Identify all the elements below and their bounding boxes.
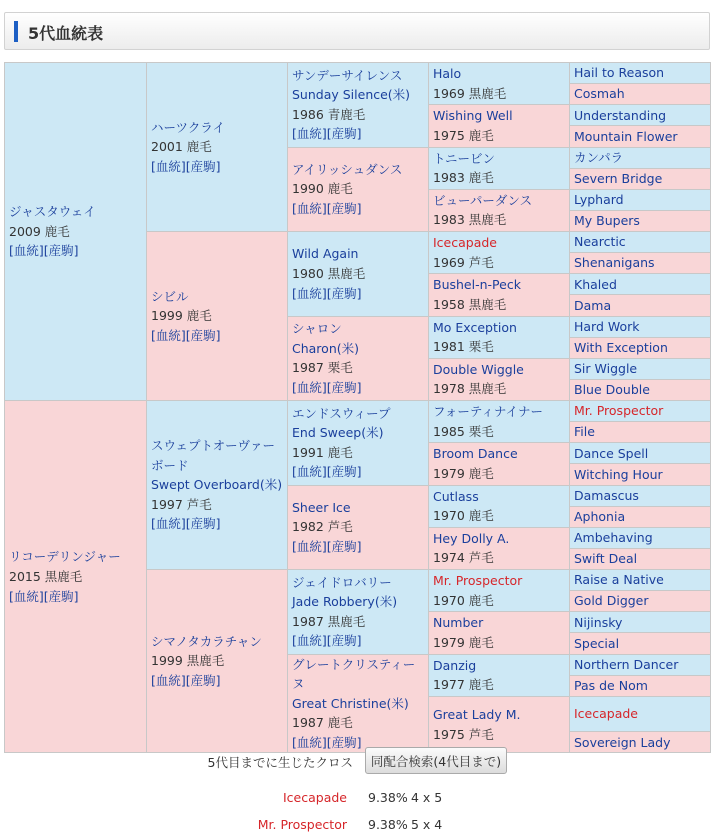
horse-name-link[interactable]: Charon(米): [292, 340, 359, 356]
pedigree-cell-gen3-sire: [288, 63, 429, 148]
pedigree-cell-gen5-sire: [570, 316, 711, 337]
horse-year-coat: 1979 鹿毛: [433, 634, 494, 650]
pedigree-cell-gen3-dam: [288, 485, 429, 570]
horse-year-coat: 2009 鹿毛: [9, 223, 70, 239]
horse-year-coat: 1969 芦毛: [433, 254, 494, 270]
pedigree-cell-gen4-sire: [429, 485, 570, 527]
pedigree-cell-gen2-dam: [147, 570, 288, 753]
horse-name-link[interactable]: カンパラ: [574, 149, 624, 165]
horse-year-coat: 1983 鹿毛: [433, 170, 494, 186]
pedigree-cell-gen5-sire: [570, 485, 711, 506]
pedigree-links[interactable]: [血統][産駒]: [9, 243, 79, 259]
horse-year-coat: 1970 鹿毛: [433, 508, 494, 524]
horse-year-coat: 1981 栗毛: [433, 339, 494, 355]
horse-name-link[interactable]: フォーティナイナー: [433, 404, 544, 420]
horse-name-link[interactable]: Dance Spell: [574, 445, 649, 461]
horse-name-link[interactable]: ビューパーダンス: [433, 192, 533, 208]
horse-year-coat: 1990 鹿毛: [292, 181, 353, 197]
horse-name-link[interactable]: Northern Dancer: [574, 656, 679, 672]
pedigree-cell-gen4-dam: [429, 443, 570, 485]
horse-name-link[interactable]: Khaled: [574, 276, 617, 292]
pedigree-cell-gen5-dam: [570, 464, 711, 485]
cross-label: 5代目までに生じたクロス: [207, 755, 353, 770]
pedigree-cell-gen5-sire: [570, 401, 711, 422]
pedigree-cell-gen5-dam: [570, 126, 711, 147]
pedigree-cell-gen5-sire: [570, 105, 711, 126]
pedigree-cell-gen5-sire: [570, 527, 711, 548]
horse-name-link[interactable]: File: [574, 424, 595, 440]
pedigree-links[interactable]: [血統][産駒]: [292, 126, 362, 142]
cross-horse-link[interactable]: Icecapade: [282, 790, 347, 805]
pedigree-cell-gen4-sire: [429, 401, 570, 443]
horse-name-link[interactable]: Sovereign Lady: [574, 734, 671, 750]
header-accent-bar: [14, 21, 18, 42]
pedigree-links[interactable]: [血統][産駒]: [292, 539, 362, 555]
horse-name-link[interactable]: グレートクリスティーヌ: [292, 656, 416, 692]
horse-name-link[interactable]: Swept Overboard(米): [151, 477, 283, 493]
pedigree-cell-gen5-dam: [570, 337, 711, 358]
horse-name-link[interactable]: Special: [574, 635, 620, 651]
horse-name-link[interactable]: Bushel-n-Peck: [433, 277, 521, 293]
horse-name-link[interactable]: Mr. Prospector: [433, 573, 523, 589]
horse-name-link[interactable]: Sunday Silence(米): [292, 87, 411, 103]
same-mating-search-button[interactable]: 同配合検索(4代目まで): [365, 747, 507, 774]
pedigree-cell-gen1-dam: [5, 401, 147, 753]
horse-year-coat: 1991 鹿毛: [292, 444, 353, 460]
pedigree-cell-gen4-dam: [429, 274, 570, 316]
pedigree-cell-gen1-sire: [5, 63, 147, 401]
pedigree-cell-gen5-sire: [570, 189, 711, 210]
pedigree-cell-gen5-dam: [570, 422, 711, 443]
horse-name-link[interactable]: Broom Dance: [433, 446, 518, 462]
pedigree-cell-gen5-dam: [570, 548, 711, 569]
horse-name-link[interactable]: Blue Double: [574, 382, 650, 398]
pedigree-cell-gen5-sire: [570, 358, 711, 379]
horse-name-link[interactable]: Nijinsky: [574, 614, 623, 630]
horse-name-link[interactable]: Wishing Well: [433, 108, 513, 124]
horse-year-coat: 1986 青鹿毛: [292, 106, 366, 122]
horse-name-link[interactable]: Severn Bridge: [574, 170, 663, 186]
pedigree-cell-gen5-dam: [570, 379, 711, 400]
horse-name-link[interactable]: My Bupers: [574, 213, 640, 229]
pedigree-cell-gen5-sire: [570, 443, 711, 464]
horse-year-coat: 2001 鹿毛: [151, 139, 212, 155]
horse-year-coat: 1987 黒鹿毛: [292, 613, 366, 629]
pedigree-links[interactable]: [血統][産駒]: [292, 201, 362, 217]
pedigree-cell-gen4-dam: [429, 105, 570, 147]
horse-year-coat: 1975 芦毛: [433, 726, 494, 742]
horse-name-link[interactable]: Understanding: [574, 107, 667, 123]
horse-name-link[interactable]: Pas de Nom: [574, 677, 648, 693]
horse-name-link[interactable]: シマノタカラチャン: [151, 633, 262, 649]
pedigree-cell-gen3-sire: [288, 232, 429, 317]
horse-name-link[interactable]: Halo: [433, 66, 462, 82]
horse-name-link[interactable]: Icecapade: [433, 235, 498, 251]
horse-name-link[interactable]: Hail to Reason: [574, 65, 665, 81]
horse-name-link[interactable]: Damascus: [574, 487, 639, 503]
pedigree-cell-gen5-sire: [570, 696, 711, 732]
pedigree-table: [4, 62, 711, 753]
pedigree-cell-gen5-dam: [570, 675, 711, 696]
pedigree-links[interactable]: [血統][産駒]: [151, 327, 221, 343]
horse-name-link[interactable]: Double Wiggle: [433, 361, 524, 377]
pedigree-cell-gen5-dam: [570, 506, 711, 527]
horse-name-link[interactable]: ジャスタウェイ: [9, 204, 96, 220]
horse-name-link[interactable]: Mr. Prospector: [574, 403, 664, 419]
horse-name-link[interactable]: Sheer Ice: [292, 499, 351, 515]
pedigree-cell-gen5-dam: [570, 84, 711, 105]
horse-name-link[interactable]: End Sweep(米): [292, 425, 384, 441]
pedigree-cell-gen5-sire: [570, 232, 711, 253]
horse-year-coat: 1969 黒鹿毛: [433, 85, 507, 101]
horse-year-coat: 1977 鹿毛: [433, 677, 494, 693]
pedigree-cell-gen4-sire: [429, 570, 570, 612]
horse-year-coat: 1975 鹿毛: [433, 127, 494, 143]
horse-year-coat: 1987 鹿毛: [292, 715, 353, 731]
horse-year-coat: 1979 鹿毛: [433, 465, 494, 481]
pedigree-links[interactable]: [血統][産駒]: [9, 588, 79, 604]
cross-horse-link[interactable]: Mr. Prospector: [257, 817, 347, 832]
cross-percent: 9.38%: [368, 790, 408, 805]
pedigree-row: [5, 63, 711, 84]
horse-year-coat: 2015 黒鹿毛: [9, 568, 83, 584]
horse-year-coat: 1987 栗毛: [292, 360, 353, 376]
pedigree-cell-gen4-dam: [429, 612, 570, 654]
horse-name-link[interactable]: トニービン: [433, 150, 496, 166]
pedigree-cell-gen5-sire: [570, 654, 711, 675]
horse-name-link[interactable]: Great Lady M.: [433, 707, 521, 723]
cross-row: [0, 817, 720, 835]
horse-name-link[interactable]: Nearctic: [574, 234, 626, 250]
pedigree-cell-gen3-dam: [288, 147, 429, 232]
horse-name-link[interactable]: サンデーサイレンス: [292, 67, 403, 83]
pedigree-cell-gen5-sire: [570, 147, 711, 168]
horse-year-coat: 1980 黒鹿毛: [292, 265, 366, 281]
pedigree-links[interactable]: [血統][産駒]: [292, 734, 362, 750]
pedigree-links[interactable]: [血統][産駒]: [292, 633, 362, 649]
horse-name-link[interactable]: With Exception: [574, 339, 668, 355]
pedigree-cell-gen3-sire: [288, 401, 429, 486]
pedigree-cell-gen4-sire: [429, 232, 570, 274]
pedigree-links[interactable]: [血統][産駒]: [151, 673, 221, 689]
pedigree-links[interactable]: [血統][産駒]: [151, 516, 221, 532]
horse-name-link[interactable]: シビル: [151, 288, 189, 304]
horse-name-link[interactable]: Number: [433, 615, 484, 631]
horse-name-link[interactable]: Witching Hour: [574, 466, 663, 482]
horse-year-coat: 1983 黒鹿毛: [433, 212, 507, 228]
pedigree-cell-gen4-sire: [429, 147, 570, 189]
horse-year-coat: 1982 芦毛: [292, 519, 353, 535]
pedigree-cell-gen5-dam: [570, 295, 711, 316]
horse-name-link[interactable]: Swift Deal: [574, 551, 638, 567]
horse-year-coat: 1999 黒鹿毛: [151, 653, 225, 669]
horse-name-link[interactable]: シャロン: [292, 321, 342, 337]
horse-name-link[interactable]: Cutlass: [433, 488, 479, 504]
horse-name-link[interactable]: スウェプトオーヴァーボード: [151, 438, 276, 473]
horse-year-coat: 1997 芦毛: [151, 496, 212, 512]
cross-row: [0, 790, 720, 808]
pedigree-cell-gen2-sire: [147, 401, 288, 570]
horse-name-link[interactable]: Shenanigans: [574, 255, 655, 271]
horse-name-link[interactable]: アイリッシュダンス: [292, 161, 403, 177]
cross-percent: 9.38%: [368, 817, 408, 832]
section-title: 5代血統表: [28, 24, 104, 43]
horse-name-link[interactable]: Lyphard: [574, 192, 624, 208]
horse-name-link[interactable]: ハーツクライ: [151, 119, 226, 135]
horse-year-coat: 1970 鹿毛: [433, 592, 494, 608]
horse-name-link[interactable]: Ambehaving: [574, 530, 653, 546]
horse-name-link[interactable]: Hard Work: [574, 318, 640, 334]
horse-name-link[interactable]: リコーデリンジャー: [9, 549, 121, 565]
pedigree-cell-gen4-dam: [429, 527, 570, 569]
horse-name-link[interactable]: Danzig: [433, 657, 477, 673]
cross-pattern: 4 x 5: [411, 790, 443, 805]
horse-name-link[interactable]: Icecapade: [574, 706, 639, 722]
pedigree-cell-gen4-dam: [429, 358, 570, 400]
horse-name-link[interactable]: Aphonia: [574, 508, 626, 524]
pedigree-cell-gen4-dam: [429, 189, 570, 231]
pedigree-cell-gen3-sire: [288, 570, 429, 655]
pedigree-cell-gen5-dam: [570, 591, 711, 612]
horse-year-coat: 1985 栗毛: [433, 423, 494, 439]
horse-name-link[interactable]: Raise a Native: [574, 572, 664, 588]
pedigree-cell-gen4-sire: [429, 654, 570, 696]
pedigree-cell-gen4-sire: [429, 63, 570, 105]
pedigree-cell-gen5-dam: [570, 210, 711, 231]
horse-name-link[interactable]: Hey Dolly A.: [433, 530, 510, 546]
horse-year-coat: 1978 黒鹿毛: [433, 381, 507, 397]
section-header: [4, 12, 710, 50]
cross-pattern: 5 x 4: [411, 817, 443, 832]
pedigree-links[interactable]: [血統][産駒]: [292, 379, 362, 395]
pedigree-cell-gen5-sire: [570, 612, 711, 633]
horse-name-link[interactable]: ジェイドロバリー: [292, 574, 392, 590]
horse-name-link[interactable]: Jade Robbery(米): [292, 594, 398, 610]
pedigree-cell-gen5-dam: [570, 168, 711, 189]
horse-name-link[interactable]: Mo Exception: [433, 319, 517, 335]
pedigree-row: [5, 401, 711, 422]
pedigree-cell-gen4-sire: [429, 316, 570, 358]
pedigree-links[interactable]: [血統][産駒]: [292, 285, 362, 301]
pedigree-links[interactable]: [血統][産駒]: [292, 464, 362, 480]
pedigree-cell-gen2-sire: [147, 63, 288, 232]
horse-name-link[interactable]: エンドスウィープ: [292, 405, 391, 421]
horse-name-link[interactable]: Cosmah: [574, 86, 625, 102]
pedigree-cell-gen3-dam: [288, 654, 429, 753]
pedigree-cell-gen2-dam: [147, 232, 288, 401]
pedigree-cell-gen5-sire: [570, 63, 711, 84]
cross-footer: [0, 740, 720, 835]
pedigree-cell-gen5-sire: [570, 570, 711, 591]
horse-year-coat: 1999 鹿毛: [151, 308, 212, 324]
horse-name-link[interactable]: Mountain Flower: [574, 128, 678, 144]
pedigree-links[interactable]: [血統][産駒]: [151, 158, 221, 174]
horse-name-link[interactable]: Sir Wiggle: [574, 361, 638, 377]
horse-year-coat: 1974 芦毛: [433, 550, 494, 566]
pedigree-cell-gen5-dam: [570, 633, 711, 654]
horse-name-link[interactable]: Great Christine(米): [292, 695, 409, 711]
pedigree-cell-gen5-sire: [570, 274, 711, 295]
horse-name-link[interactable]: Dama: [574, 297, 612, 313]
horse-name-link[interactable]: Wild Again: [292, 246, 359, 262]
horse-year-coat: 1958 黒鹿毛: [433, 296, 507, 312]
pedigree-cell-gen5-dam: [570, 253, 711, 274]
pedigree-cell-gen3-dam: [288, 316, 429, 401]
horse-name-link[interactable]: Gold Digger: [574, 593, 649, 609]
